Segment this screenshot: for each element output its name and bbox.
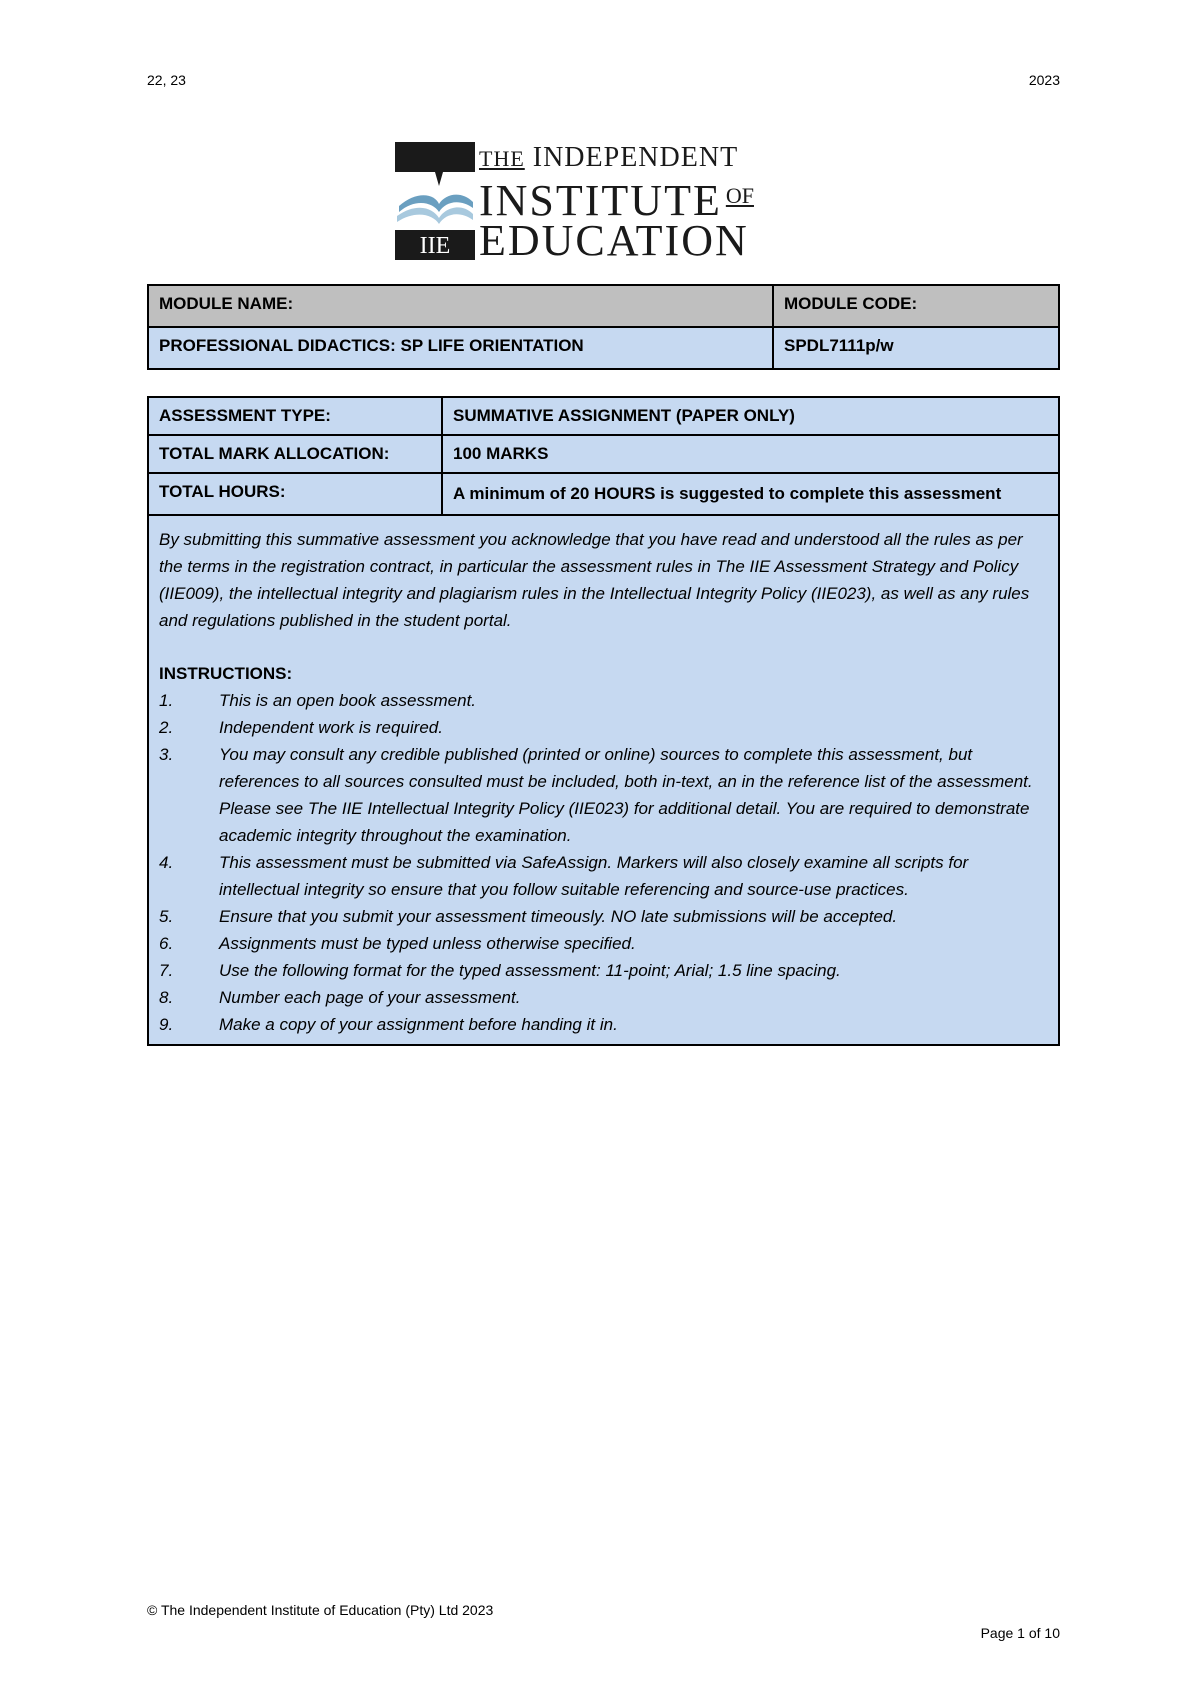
assessment-type-value: SUMMATIVE ASSIGNMENT (PAPER ONLY) xyxy=(442,397,1059,435)
module-name-label: MODULE NAME: xyxy=(148,285,773,327)
iie-logo: IIE THE INDEPENDENT INSTITUTE $^{OF}$ EDUCATION xyxy=(395,142,815,262)
total-marks-value: 100 MARKS xyxy=(442,435,1059,473)
header-right-year: 2023 xyxy=(1028,72,1060,88)
assessment-table xyxy=(147,396,1060,1046)
module-name-value: PROFESSIONAL DIDACTICS: SP LIFE ORIENTATION xyxy=(148,327,773,369)
instruction-item: 1. This is an open book assessment. xyxy=(159,691,477,710)
instruction-item: 6. Assignments must be typed unless otherwise specified. xyxy=(159,934,636,953)
instruction-item: 8. Number each page of your assessment. xyxy=(159,988,521,1007)
logo-mark-text: IIE xyxy=(419,233,451,259)
instruction-item: 9. Make a copy of your assignment before handing it in. xyxy=(159,1015,618,1034)
assessment-type-label: ASSESSMENT TYPE: xyxy=(148,397,442,435)
iie-book-logo-icon xyxy=(395,142,475,260)
instruction-item: 5. Ensure that you submit your assessment timeously. NO late submissions will be accepted. xyxy=(159,907,898,926)
module-code-value: SPDL7111p/w xyxy=(773,327,1059,369)
module-code-label: MODULE CODE: xyxy=(773,285,1059,327)
total-marks-label: TOTAL MARK ALLOCATION: xyxy=(148,435,442,473)
total-hours-value: A minimum of 20 HOURS is suggested to complete this assessment xyxy=(442,473,1059,515)
module-table xyxy=(147,284,1060,370)
footer-page-number: Page 1 of 10 xyxy=(980,1625,1060,1641)
acknowledgement-notice: By submitting this summative assessment you acknowledge that you have read and understood all the rules as per the terms in the registration contract, in particular the assessment rules in The IIE Assessment Strategy and Policy (IIE009), the intellectual integrity and plagiarism rules in the Intellectual Integrity Policy (IIE023), as well as any rules and regulations published in the student portal. xyxy=(159,530,1030,630)
notice-cell xyxy=(148,515,1059,1045)
instruction-item: 2. Independent work is required. xyxy=(159,718,443,737)
instruction-item: 3. You may consult any credible published (printed or online) sources to complete this assessment, but references to all sources consulted must be included, both in-text, an in the reference list of the assessment. Please see The IIE Intellectual Integrity Policy (IIE023) for additional detail. You are required to demonstrate academic integrity throughout the examination. xyxy=(159,745,1033,845)
instruction-item: 7. Use the following format for the typed assessment: 11-point; Arial; 1.5 line spacing. xyxy=(159,961,841,980)
instruction-item: 4. This assessment must be submitted via SafeAssign. Markers will also closely examine all scripts for intellectual integrity so ensure that you follow suitable referencing and source-use practices. xyxy=(159,853,969,899)
footer-copyright: © The Independent Institute of Education (Pty) Ltd 2023 xyxy=(147,1602,494,1618)
total-hours-label: TOTAL HOURS: xyxy=(148,473,442,515)
header-left-text: 22, 23 xyxy=(147,72,186,88)
instructions-title: INSTRUCTIONS: xyxy=(159,664,293,683)
instructions-list xyxy=(159,687,1048,1038)
